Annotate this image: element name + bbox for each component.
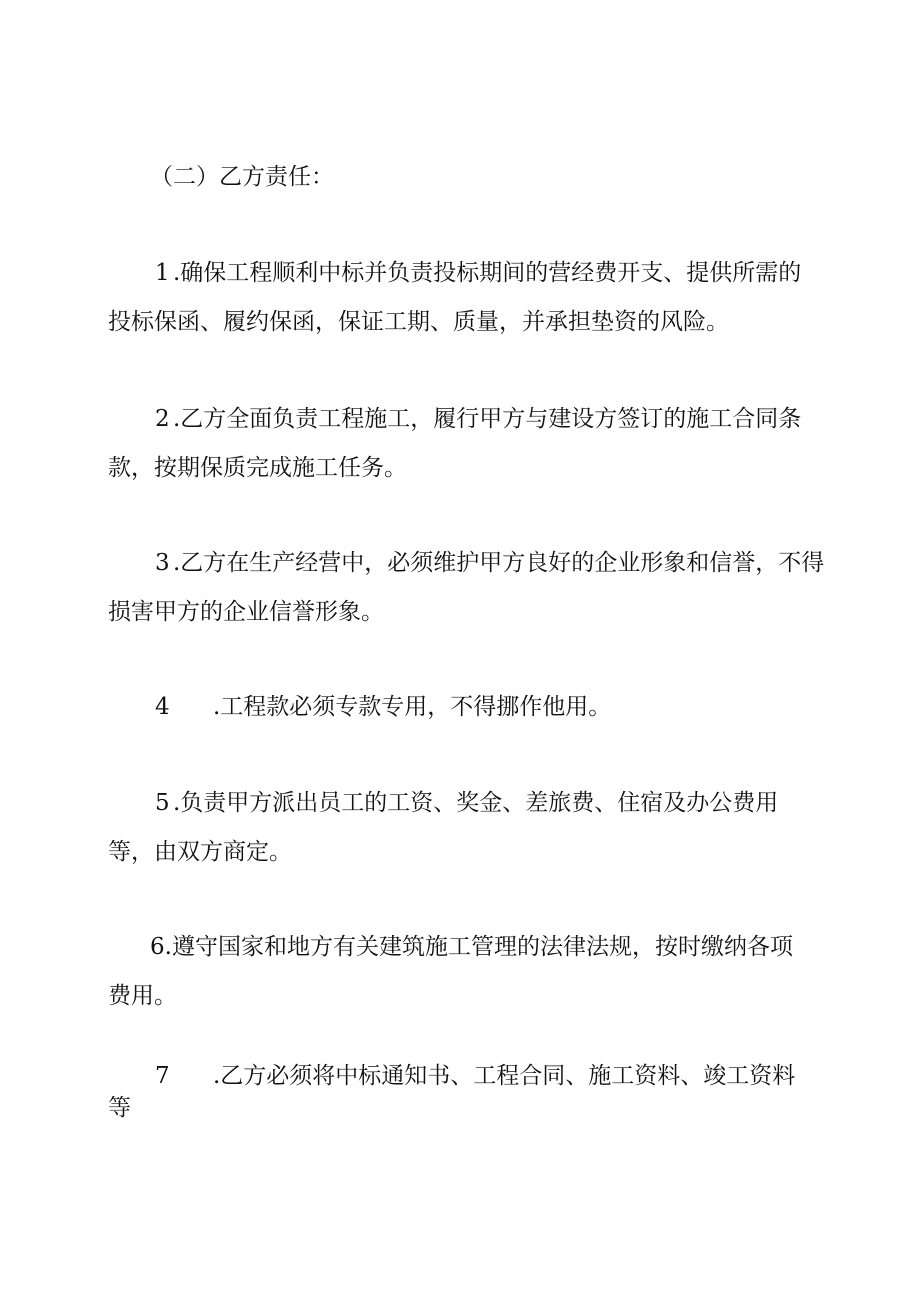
list-item-6-line-1 bbox=[150, 932, 793, 962]
item-text: .乙方必须将中标通知书、工程合同、施工资料、竣工资料 bbox=[213, 1063, 796, 1089]
list-item-7-line-1 bbox=[155, 1061, 795, 1091]
list-item-5-line-2: 等，由双方商定。 bbox=[108, 839, 292, 865]
item-number: 4 bbox=[155, 694, 170, 720]
list-item-4-line-1 bbox=[155, 692, 611, 722]
list-item-2-line-2: 款，按期保质完成施工任务。 bbox=[108, 455, 407, 481]
item-text: .负责甲方派出员工的工资、奖金、差旅费、住宿及办公费用 bbox=[173, 790, 779, 816]
list-item-7-line-2: 等 bbox=[108, 1095, 131, 1121]
list-item-6-line-2: 费用。 bbox=[108, 983, 177, 1009]
list-item-2-line-1 bbox=[155, 404, 801, 434]
list-item-3-line-2: 损害甲方的企业信誉形象。 bbox=[108, 599, 384, 625]
list-item-3-line-1 bbox=[155, 548, 824, 578]
item-number: 3 bbox=[155, 550, 170, 576]
section-heading: （二）乙方责任： bbox=[150, 164, 334, 190]
item-number: 7 bbox=[155, 1063, 170, 1089]
list-item-1-line-2: 投标保函、履约保函，保证工期、质量，并承担垫资的风险。 bbox=[108, 309, 729, 335]
item-text: .乙方在生产经营中，必须维护甲方良好的企业形象和信誉，不得 bbox=[173, 550, 825, 576]
item-number: 6. bbox=[150, 934, 172, 960]
list-item-5-line-1 bbox=[155, 788, 778, 818]
item-text: .乙方全面负责工程施工，履行甲方与建设方签订的施工合同条 bbox=[173, 406, 802, 432]
item-text: .工程款必须专款专用，不得挪作他用。 bbox=[213, 694, 612, 720]
list-item-1-line-1 bbox=[155, 258, 801, 288]
item-number: 1 bbox=[155, 260, 170, 286]
item-number: 5 bbox=[155, 790, 170, 816]
item-text: 遵守国家和地方有关建筑施工管理的法律法规，按时缴纳各项 bbox=[171, 934, 793, 960]
item-number: 2 bbox=[155, 406, 170, 432]
item-text: .确保工程顺利中标并负责投标期间的营经费开支、提供所需的 bbox=[173, 260, 802, 286]
